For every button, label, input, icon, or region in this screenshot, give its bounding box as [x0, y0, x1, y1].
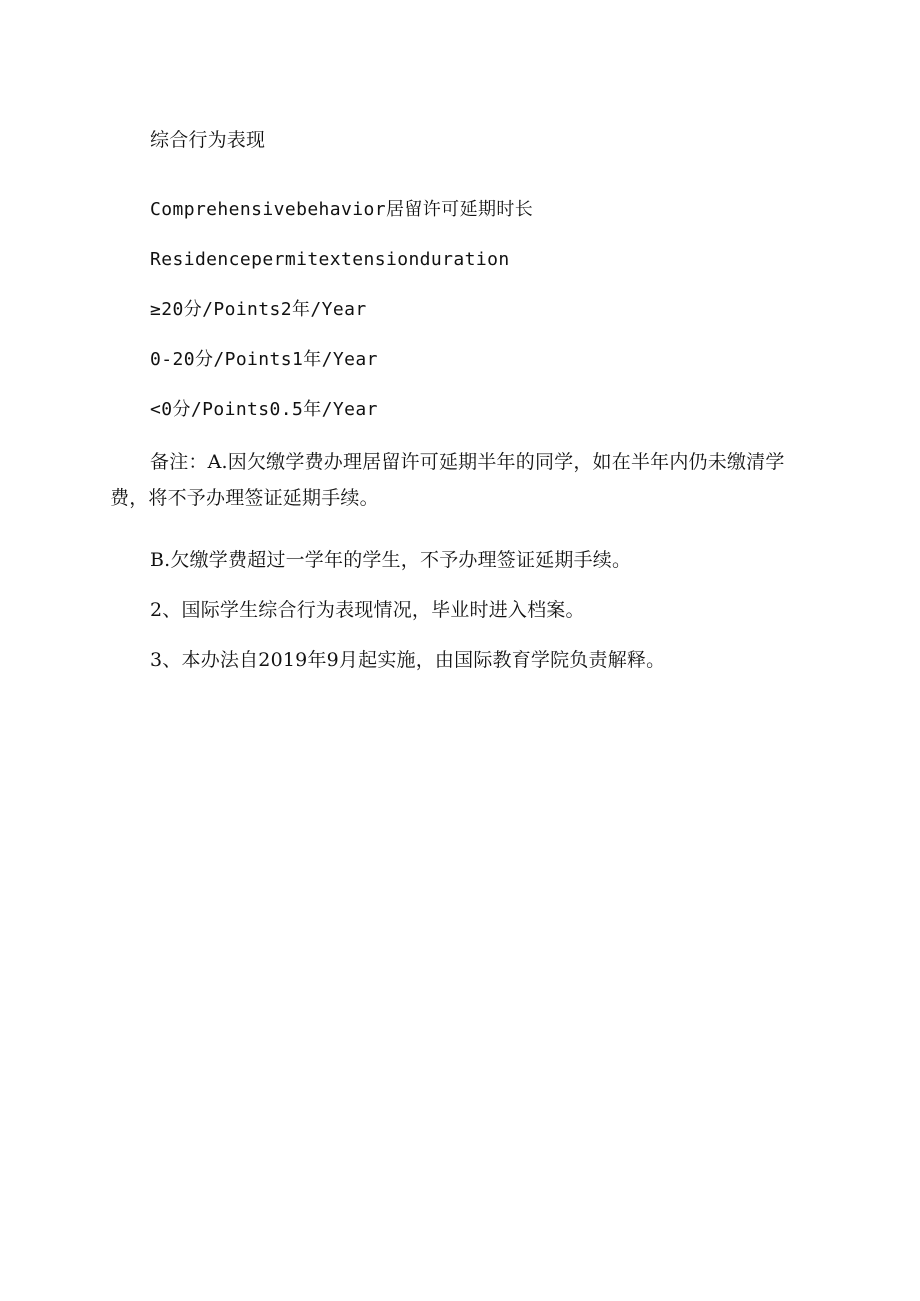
item-2-paragraph: 2、国际学生综合行为表现情况，毕业时进入档案。 [150, 599, 585, 621]
table-row-3: <0分/Points0.5年/Year [150, 399, 378, 420]
table-header-line-1: Comprehensivebehavior居留许可延期时长 [150, 199, 534, 220]
table-row-1: ≥20分/Points2年/Year [150, 299, 367, 320]
item-3-paragraph: 3、本办法自2019年9月起实施，由国际教育学院负责解释。 [150, 649, 666, 671]
section-heading: 综合行为表现 [150, 129, 266, 151]
table-row-2: 0-20分/Points1年/Year [150, 349, 378, 370]
note-b-paragraph: B.欠缴学费超过一学年的学生，不予办理签证延期手续。 [150, 549, 632, 571]
note-a-paragraph: 备注：A.因欠缴学费办理居留许可延期半年的同学，如在半年内仍未缴清学费，将不予办理签证延期手续。 [110, 451, 785, 509]
table-header-line-2: Residencepermitextensionduration [150, 249, 510, 270]
